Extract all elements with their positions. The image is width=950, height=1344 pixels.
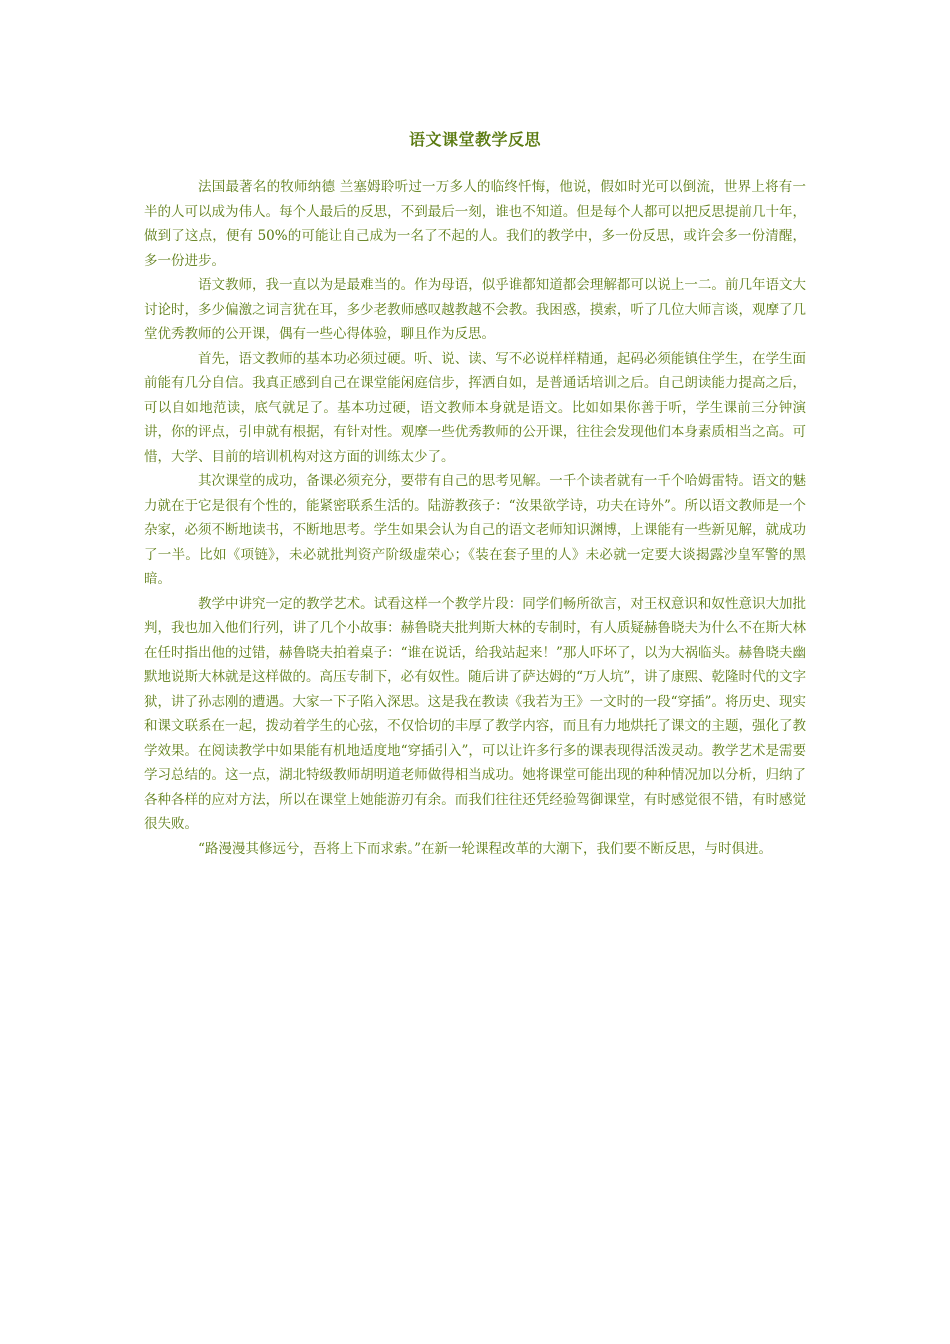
paragraph-2: 语文教师，我一直以为是最难当的。作为母语，似乎谁都知道都会理解都可以说上一二。前几年语文大讨论时，多少偏激之词言犹在耳，多少老教师感叹越教越不会教。我困惑，摸索，听了几位大师言谈，观摩了几堂优秀教师的公开课，偶有一些心得体验，聊且作为反思。 [144, 277, 806, 342]
paragraph-3: 首先，语文教师的基本功必须过硬。听、说、读、写不必说样样精通，起码必须能镇住学生，在学生面前能有几分自信。我真正感到自己在课堂能闲庭信步，挥洒自如，是普通话培训之后。自己朗读能力提高之后，可以自如地范读，底气就足了。基本功过硬，语文教师本身就是语文。比如如果你善于听，学生课前三分钟演讲，你的评点，引申就有根据，有针对性。观摩一些优秀教师的公开课，往往会发现他们本身素质相当之高。可惜，大学、目前的培训机构对这方面的训练太少了。 [144, 350, 806, 465]
paragraph-5: 教学中讲究一定的教学艺术。试看这样一个教学片段：同学们畅所欲言，对王权意识和奴性意识大加批判，我也加入他们行列，讲了几个小故事：赫鲁晓夫批判斯大林的专制时，有人质疑赫鲁晓夫为什么不在斯大林在任时指出他的过错，赫鲁晓夫拍着桌子：“谁在说话，给我站起来！”那人吓坏了，以为大祸临头。赫鲁晓夫幽默地说斯大林就是这样做的。高压专制下，必有奴性。随后讲了萨达姆的“万人坑”，讲了康熙、乾隆时代的文字狱，讲了孙志刚的遭遇。大家一下子陷入深思。这是我在教读《我若为王》一文时的一段“穿插”。将历史、现实和课文联系在一起，拨动着学生的心弦，不仅恰切的丰厚了教学内容，而且有力地烘托了课文的主题，强化了教学效果。在阅读教学中如果能有机地适度地“穿插引入”，可以让许多行多的课表现得活泼灵动。教学艺术是需要学习总结的。这一点，湖北特级教师胡明道老师做得相当成功。她将课堂可能出现的种种情况加以分析，归纳了各种各样的应对方法，所以在课堂上她能游刃有余。而我们往往还凭经验驾御课堂，有时感觉很不错，有时感觉很失败。 [144, 595, 806, 832]
paragraph-6: “路漫漫其修远兮，吾将上下而求索。”在新一轮课程改革的大潮下，我们要不断反思，与时俱进。 [198, 840, 773, 857]
document-body [144, 175, 806, 861]
paragraph-4: 其次课堂的成功，备课必须充分，要带有自己的思考见解。一千个读者就有一千个哈姆雷特。语文的魅力就在于它是很有个性的，能紧密联系生活的。陆游教孩子：“汝果欲学诗，功夫在诗外”。所以语文教师是一个杂家，必须不断地读书，不断地思考。学生如果会认为自己的语文老师知识渊博，上课能有一些新见解，就成功了一半。比如《项链》，未必就批判资产阶级虚荣心；《装在套子里的人》未必就一定要大谈揭露沙皇军警的黑暗。 [144, 473, 806, 587]
document-title: 语文课堂教学反思 [408, 130, 541, 149]
paragraph-1: 法国最著名的牧师纳德 兰塞姆聆听过一万多人的临终忏悔，他说，假如时光可以倒流，世界上将有一半的人可以成为伟人。每个人最后的反思，不到最后一刻，谁也不知道。但是每个人都可以把反思提前几十年，做到了这点，便有 50%的可能让自己成为一名了不起的人。我们的教学中，多一份反思，或许会多一份清醒，多一份进步。 [144, 179, 806, 269]
